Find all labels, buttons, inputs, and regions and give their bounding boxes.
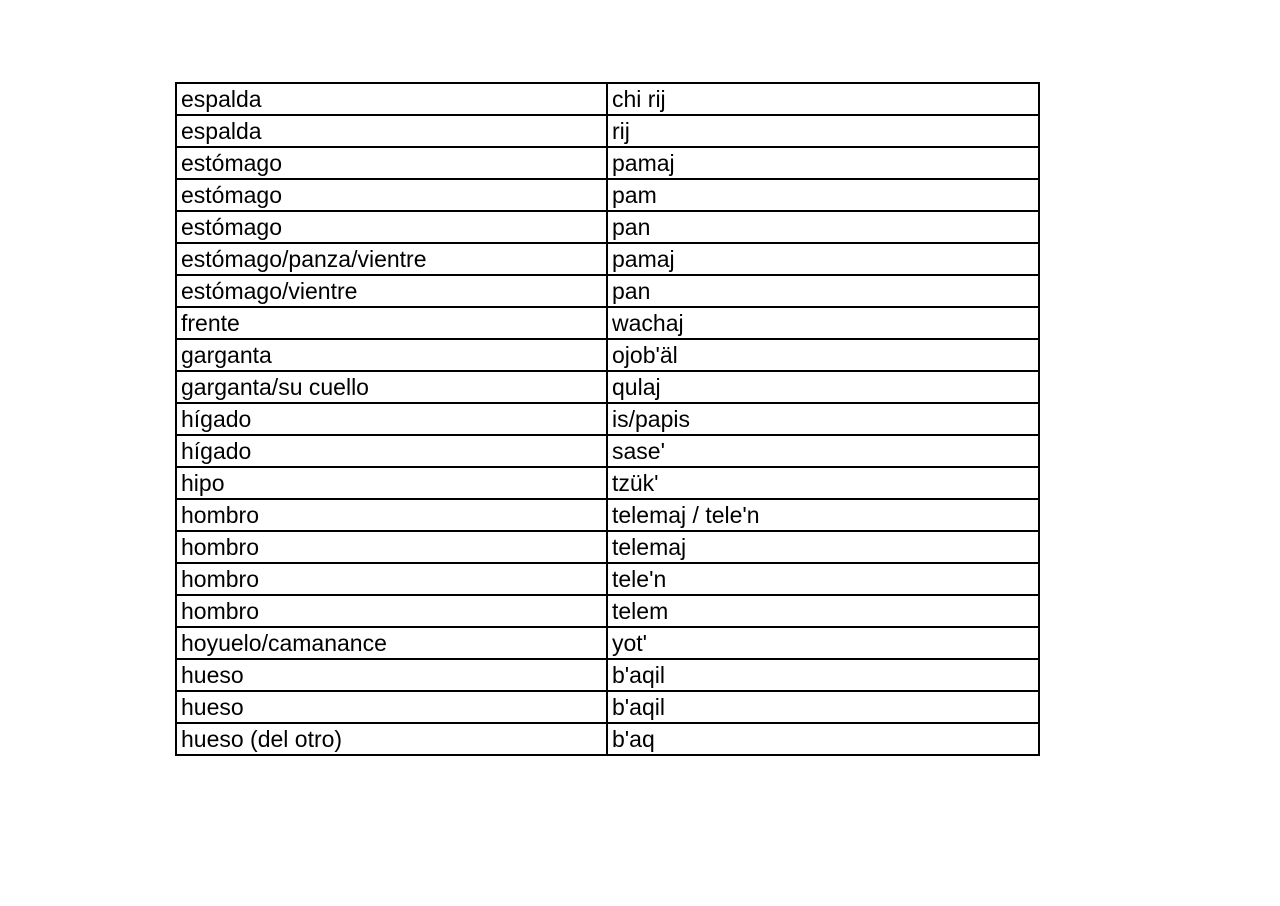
spanish-term-cell: estómago (176, 179, 607, 211)
spanish-term-cell: hígado (176, 403, 607, 435)
table-row (176, 339, 1039, 371)
spanish-term-cell: estómago/vientre (176, 275, 607, 307)
spanish-term-cell: hoyuelo/camanance (176, 627, 607, 659)
translation-cell: tzük' (607, 467, 1039, 499)
table-row (176, 307, 1039, 339)
translation-cell: rij (607, 115, 1039, 147)
spanish-term-cell: estómago (176, 211, 607, 243)
translation-cell: pan (607, 275, 1039, 307)
translation-cell: pamaj (607, 243, 1039, 275)
vocabulary-table-body (176, 83, 1039, 755)
translation-cell: sase' (607, 435, 1039, 467)
translation-cell: qulaj (607, 371, 1039, 403)
table-row (176, 531, 1039, 563)
table-row (176, 275, 1039, 307)
translation-cell: ojob'äl (607, 339, 1039, 371)
translation-cell: b'aqil (607, 691, 1039, 723)
table-row (176, 595, 1039, 627)
spanish-term-cell: hombro (176, 499, 607, 531)
table-row (176, 627, 1039, 659)
translation-cell: wachaj (607, 307, 1039, 339)
table-row (176, 435, 1039, 467)
table-row (176, 403, 1039, 435)
spanish-term-cell: hueso (176, 691, 607, 723)
translation-cell: b'aqil (607, 659, 1039, 691)
spanish-term-cell: hombro (176, 531, 607, 563)
table-row (176, 691, 1039, 723)
table-row (176, 83, 1039, 115)
spanish-term-cell: hombro (176, 595, 607, 627)
translation-cell: yot' (607, 627, 1039, 659)
table-row (176, 371, 1039, 403)
spanish-term-cell: hueso (del otro) (176, 723, 607, 755)
table-row (176, 563, 1039, 595)
spanish-term-cell: garganta (176, 339, 607, 371)
table-row (176, 723, 1039, 755)
table-row (176, 211, 1039, 243)
translation-cell: tele'n (607, 563, 1039, 595)
translation-cell: chi rij (607, 83, 1039, 115)
translation-cell: telemaj / tele'n (607, 499, 1039, 531)
translation-cell: b'aq (607, 723, 1039, 755)
translation-cell: pam (607, 179, 1039, 211)
translation-cell: pan (607, 211, 1039, 243)
spanish-term-cell: hipo (176, 467, 607, 499)
spanish-term-cell: espalda (176, 83, 607, 115)
translation-cell: pamaj (607, 147, 1039, 179)
translation-cell: is/papis (607, 403, 1039, 435)
vocabulary-table (175, 82, 1040, 756)
table-row (176, 147, 1039, 179)
table-row (176, 499, 1039, 531)
translation-cell: telemaj (607, 531, 1039, 563)
spanish-term-cell: garganta/su cuello (176, 371, 607, 403)
spanish-term-cell: hombro (176, 563, 607, 595)
spanish-term-cell: espalda (176, 115, 607, 147)
table-row (176, 115, 1039, 147)
table-row (176, 243, 1039, 275)
spanish-term-cell: hueso (176, 659, 607, 691)
table-row (176, 659, 1039, 691)
spanish-term-cell: estómago/panza/vientre (176, 243, 607, 275)
translation-cell: telem (607, 595, 1039, 627)
spanish-term-cell: estómago (176, 147, 607, 179)
spanish-term-cell: hígado (176, 435, 607, 467)
table-row (176, 467, 1039, 499)
spanish-term-cell: frente (176, 307, 607, 339)
table-row (176, 179, 1039, 211)
